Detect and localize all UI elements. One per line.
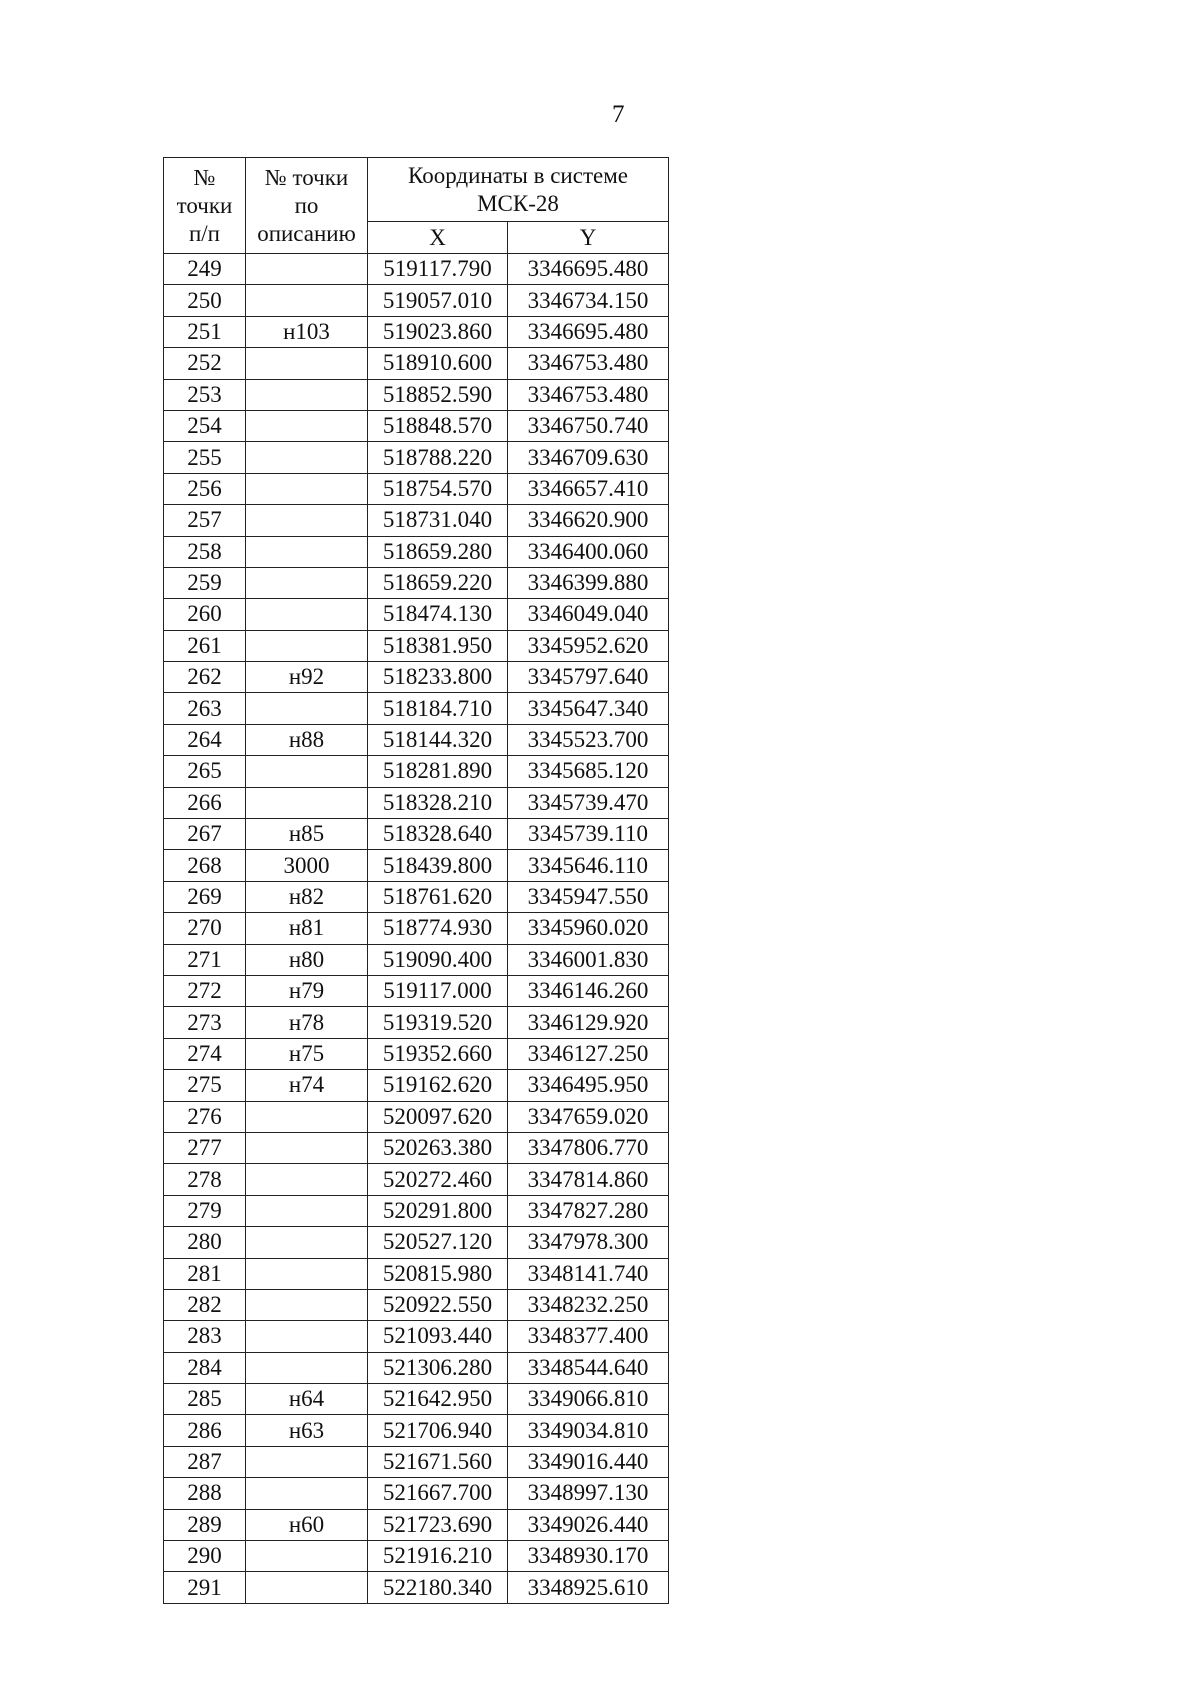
cell-description-number bbox=[246, 1132, 368, 1163]
header-coordinates-line-2: МСК-28 bbox=[477, 190, 559, 216]
cell-description-number bbox=[246, 1572, 368, 1603]
cell-x: 520263.380 bbox=[368, 1132, 508, 1163]
cell-y: 3346129.920 bbox=[508, 1007, 669, 1038]
cell-description-number bbox=[246, 1289, 368, 1320]
cell-description-number: н64 bbox=[246, 1384, 368, 1415]
cell-y: 3348544.640 bbox=[508, 1352, 669, 1383]
cell-point-number: 267 bbox=[164, 819, 246, 850]
table-row bbox=[164, 348, 669, 379]
cell-y: 3346753.480 bbox=[508, 379, 669, 410]
cell-point-number: 277 bbox=[164, 1132, 246, 1163]
cell-description-number bbox=[246, 536, 368, 567]
cell-point-number: 263 bbox=[164, 693, 246, 724]
table-row bbox=[164, 379, 669, 410]
cell-description-number bbox=[246, 599, 368, 630]
cell-y: 3348377.400 bbox=[508, 1321, 669, 1352]
table-row bbox=[164, 285, 669, 316]
cell-x: 520097.620 bbox=[368, 1101, 508, 1132]
cell-point-number: 252 bbox=[164, 348, 246, 379]
cell-description-number: н78 bbox=[246, 1007, 368, 1038]
cell-description-number bbox=[246, 1195, 368, 1226]
cell-point-number: 269 bbox=[164, 881, 246, 912]
table-row bbox=[164, 1258, 669, 1289]
table-row bbox=[164, 1446, 669, 1477]
cell-point-number: 270 bbox=[164, 913, 246, 944]
cell-x: 520291.800 bbox=[368, 1195, 508, 1226]
cell-y: 3345947.550 bbox=[508, 881, 669, 912]
cell-x: 519090.400 bbox=[368, 944, 508, 975]
cell-y: 3345646.110 bbox=[508, 850, 669, 881]
cell-x: 518788.220 bbox=[368, 442, 508, 473]
cell-point-number: 258 bbox=[164, 536, 246, 567]
cell-point-number: 284 bbox=[164, 1352, 246, 1383]
cell-description-number bbox=[246, 787, 368, 818]
cell-description-number bbox=[246, 1446, 368, 1477]
table-row bbox=[164, 567, 669, 598]
cell-x: 520527.120 bbox=[368, 1227, 508, 1258]
cell-y: 3347806.770 bbox=[508, 1132, 669, 1163]
cell-point-number: 274 bbox=[164, 1038, 246, 1069]
cell-y: 3346620.900 bbox=[508, 505, 669, 536]
table-row bbox=[164, 410, 669, 441]
cell-point-number: 291 bbox=[164, 1572, 246, 1603]
header-point-number-line-2: точки bbox=[176, 192, 233, 218]
cell-description-number: 3000 bbox=[246, 850, 368, 881]
cell-description-number bbox=[246, 1541, 368, 1572]
table-row bbox=[164, 473, 669, 504]
cell-point-number: 251 bbox=[164, 316, 246, 347]
cell-x: 521723.690 bbox=[368, 1509, 508, 1540]
table-row bbox=[164, 850, 669, 881]
cell-x: 518852.590 bbox=[368, 379, 508, 410]
cell-point-number: 281 bbox=[164, 1258, 246, 1289]
cell-point-number: 273 bbox=[164, 1007, 246, 1038]
table-row bbox=[164, 1070, 669, 1101]
cell-y: 3348232.250 bbox=[508, 1289, 669, 1320]
cell-y: 3346657.410 bbox=[508, 473, 669, 504]
table-row bbox=[164, 787, 669, 818]
header-coordinates-group bbox=[368, 158, 669, 222]
table-row bbox=[164, 442, 669, 473]
cell-x: 521093.440 bbox=[368, 1321, 508, 1352]
cell-point-number: 285 bbox=[164, 1384, 246, 1415]
cell-y: 3348925.610 bbox=[508, 1572, 669, 1603]
cell-point-number: 256 bbox=[164, 473, 246, 504]
cell-description-number: н75 bbox=[246, 1038, 368, 1069]
cell-point-number: 257 bbox=[164, 505, 246, 536]
cell-point-number: 266 bbox=[164, 787, 246, 818]
header-description-number-line-2: по bbox=[294, 192, 319, 218]
cell-x: 519162.620 bbox=[368, 1070, 508, 1101]
table-row bbox=[164, 1478, 669, 1509]
header-description-number-line-3: описанию bbox=[257, 220, 356, 246]
cell-y: 3346734.150 bbox=[508, 285, 669, 316]
cell-point-number: 265 bbox=[164, 756, 246, 787]
cell-x: 518281.890 bbox=[368, 756, 508, 787]
cell-point-number: 260 bbox=[164, 599, 246, 630]
cell-description-number bbox=[246, 473, 368, 504]
cell-description-number bbox=[246, 1478, 368, 1509]
cell-description-number: н103 bbox=[246, 316, 368, 347]
cell-x: 519352.660 bbox=[368, 1038, 508, 1069]
cell-point-number: 262 bbox=[164, 662, 246, 693]
cell-y: 3348141.740 bbox=[508, 1258, 669, 1289]
table-row bbox=[164, 1101, 669, 1132]
table-row bbox=[164, 505, 669, 536]
cell-point-number: 268 bbox=[164, 850, 246, 881]
cell-y: 3348997.130 bbox=[508, 1478, 669, 1509]
table-row bbox=[164, 819, 669, 850]
cell-y: 3346495.950 bbox=[508, 1070, 669, 1101]
table-row bbox=[164, 662, 669, 693]
cell-point-number: 283 bbox=[164, 1321, 246, 1352]
cell-description-number bbox=[246, 1321, 368, 1352]
cell-description-number: н79 bbox=[246, 975, 368, 1006]
cell-description-number bbox=[246, 379, 368, 410]
cell-description-number: н74 bbox=[246, 1070, 368, 1101]
cell-point-number: 289 bbox=[164, 1509, 246, 1540]
header-point-number bbox=[164, 158, 246, 254]
cell-point-number: 250 bbox=[164, 285, 246, 316]
cell-x: 518754.570 bbox=[368, 473, 508, 504]
header-y: Y bbox=[508, 222, 669, 254]
cell-point-number: 261 bbox=[164, 630, 246, 661]
cell-y: 3346399.880 bbox=[508, 567, 669, 598]
table-row bbox=[164, 975, 669, 1006]
table-row bbox=[164, 756, 669, 787]
cell-y: 3345685.120 bbox=[508, 756, 669, 787]
cell-x: 518659.220 bbox=[368, 567, 508, 598]
cell-point-number: 287 bbox=[164, 1446, 246, 1477]
table-row bbox=[164, 630, 669, 661]
cell-point-number: 264 bbox=[164, 724, 246, 755]
table-row bbox=[164, 1572, 669, 1603]
header-description-number-line-1: № точки bbox=[264, 164, 349, 190]
cell-description-number bbox=[246, 1258, 368, 1289]
table-row bbox=[164, 881, 669, 912]
table-row bbox=[164, 1007, 669, 1038]
table-row bbox=[164, 1352, 669, 1383]
cell-point-number: 276 bbox=[164, 1101, 246, 1132]
table-row bbox=[164, 1541, 669, 1572]
cell-description-number bbox=[246, 1352, 368, 1383]
cell-description-number bbox=[246, 285, 368, 316]
cell-point-number: 282 bbox=[164, 1289, 246, 1320]
table-row bbox=[164, 1384, 669, 1415]
cell-y: 3347978.300 bbox=[508, 1227, 669, 1258]
cell-description-number bbox=[246, 630, 368, 661]
cell-x: 518233.800 bbox=[368, 662, 508, 693]
cell-point-number: 278 bbox=[164, 1164, 246, 1195]
table-row bbox=[164, 1509, 669, 1540]
cell-x: 518381.950 bbox=[368, 630, 508, 661]
cell-x: 519117.790 bbox=[368, 254, 508, 285]
cell-description-number: н88 bbox=[246, 724, 368, 755]
cell-point-number: 271 bbox=[164, 944, 246, 975]
cell-description-number: н63 bbox=[246, 1415, 368, 1446]
cell-y: 3345739.470 bbox=[508, 787, 669, 818]
cell-point-number: 288 bbox=[164, 1478, 246, 1509]
table-row bbox=[164, 1195, 669, 1226]
cell-description-number: н80 bbox=[246, 944, 368, 975]
cell-point-number: 279 bbox=[164, 1195, 246, 1226]
cell-description-number bbox=[246, 1164, 368, 1195]
cell-x: 518731.040 bbox=[368, 505, 508, 536]
cell-description-number bbox=[246, 505, 368, 536]
table-row bbox=[164, 1038, 669, 1069]
cell-x: 518761.620 bbox=[368, 881, 508, 912]
cell-y: 3346049.040 bbox=[508, 599, 669, 630]
cell-y: 3349034.810 bbox=[508, 1415, 669, 1446]
cell-y: 3347827.280 bbox=[508, 1195, 669, 1226]
header-point-number-line-3: п/п bbox=[188, 220, 220, 246]
table-row bbox=[164, 316, 669, 347]
cell-y: 3347659.020 bbox=[508, 1101, 669, 1132]
cell-description-number bbox=[246, 442, 368, 473]
header-description-number bbox=[246, 158, 368, 254]
cell-x: 518184.710 bbox=[368, 693, 508, 724]
cell-x: 520922.550 bbox=[368, 1289, 508, 1320]
cell-description-number: н85 bbox=[246, 819, 368, 850]
cell-y: 3347814.860 bbox=[508, 1164, 669, 1195]
cell-point-number: 290 bbox=[164, 1541, 246, 1572]
cell-x: 521306.280 bbox=[368, 1352, 508, 1383]
cell-y: 3346750.740 bbox=[508, 410, 669, 441]
table-body bbox=[164, 254, 669, 1604]
cell-x: 520272.460 bbox=[368, 1164, 508, 1195]
table-row bbox=[164, 254, 669, 285]
cell-y: 3346695.480 bbox=[508, 254, 669, 285]
table-row bbox=[164, 599, 669, 630]
cell-x: 519117.000 bbox=[368, 975, 508, 1006]
cell-x: 518659.280 bbox=[368, 536, 508, 567]
cell-description-number bbox=[246, 348, 368, 379]
cell-y: 3346753.480 bbox=[508, 348, 669, 379]
cell-description-number bbox=[246, 567, 368, 598]
cell-description-number bbox=[246, 1101, 368, 1132]
cell-x: 518474.130 bbox=[368, 599, 508, 630]
cell-description-number bbox=[246, 693, 368, 724]
cell-x: 519023.860 bbox=[368, 316, 508, 347]
cell-y: 3346146.260 bbox=[508, 975, 669, 1006]
cell-y: 3349026.440 bbox=[508, 1509, 669, 1540]
cell-description-number: н60 bbox=[246, 1509, 368, 1540]
cell-x: 518848.570 bbox=[368, 410, 508, 441]
cell-point-number: 286 bbox=[164, 1415, 246, 1446]
table-row bbox=[164, 1321, 669, 1352]
cell-description-number bbox=[246, 756, 368, 787]
cell-description-number bbox=[246, 410, 368, 441]
cell-y: 3345952.620 bbox=[508, 630, 669, 661]
cell-x: 521667.700 bbox=[368, 1478, 508, 1509]
cell-y: 3345797.640 bbox=[508, 662, 669, 693]
header-coordinates-line-1: Координаты в системе bbox=[408, 162, 628, 188]
cell-point-number: 275 bbox=[164, 1070, 246, 1101]
table-row bbox=[164, 1164, 669, 1195]
table-row bbox=[164, 944, 669, 975]
cell-x: 518910.600 bbox=[368, 348, 508, 379]
cell-x: 520815.980 bbox=[368, 1258, 508, 1289]
cell-y: 3345739.110 bbox=[508, 819, 669, 850]
page-number: 7 bbox=[612, 101, 625, 128]
cell-y: 3346001.830 bbox=[508, 944, 669, 975]
table-row bbox=[164, 1132, 669, 1163]
cell-point-number: 254 bbox=[164, 410, 246, 441]
cell-description-number: н92 bbox=[246, 662, 368, 693]
cell-y: 3346709.630 bbox=[508, 442, 669, 473]
table-header bbox=[164, 158, 669, 254]
cell-y: 3348930.170 bbox=[508, 1541, 669, 1572]
table-row bbox=[164, 913, 669, 944]
cell-point-number: 255 bbox=[164, 442, 246, 473]
table-row bbox=[164, 724, 669, 755]
header-point-number-line-1: № bbox=[193, 164, 216, 190]
cell-description-number: н81 bbox=[246, 913, 368, 944]
cell-point-number: 272 bbox=[164, 975, 246, 1006]
cell-y: 3346695.480 bbox=[508, 316, 669, 347]
cell-y: 3349066.810 bbox=[508, 1384, 669, 1415]
table-row bbox=[164, 693, 669, 724]
coordinates-table bbox=[163, 157, 669, 1604]
cell-x: 518328.210 bbox=[368, 787, 508, 818]
cell-x: 521671.560 bbox=[368, 1446, 508, 1477]
cell-x: 521916.210 bbox=[368, 1541, 508, 1572]
cell-point-number: 280 bbox=[164, 1227, 246, 1258]
table-row bbox=[164, 536, 669, 567]
cell-y: 3345647.340 bbox=[508, 693, 669, 724]
cell-x: 518328.640 bbox=[368, 819, 508, 850]
cell-description-number bbox=[246, 254, 368, 285]
cell-y: 3346400.060 bbox=[508, 536, 669, 567]
table-row bbox=[164, 1289, 669, 1320]
table-row bbox=[164, 1415, 669, 1446]
cell-point-number: 253 bbox=[164, 379, 246, 410]
cell-point-number: 259 bbox=[164, 567, 246, 598]
cell-x: 522180.340 bbox=[368, 1572, 508, 1603]
cell-x: 518439.800 bbox=[368, 850, 508, 881]
cell-y: 3345523.700 bbox=[508, 724, 669, 755]
cell-description-number: н82 bbox=[246, 881, 368, 912]
cell-x: 521642.950 bbox=[368, 1384, 508, 1415]
table-row bbox=[164, 1227, 669, 1258]
cell-x: 518774.930 bbox=[368, 913, 508, 944]
cell-y: 3345960.020 bbox=[508, 913, 669, 944]
cell-description-number bbox=[246, 1227, 368, 1258]
cell-x: 521706.940 bbox=[368, 1415, 508, 1446]
header-x: X bbox=[368, 222, 508, 254]
cell-x: 518144.320 bbox=[368, 724, 508, 755]
cell-x: 519057.010 bbox=[368, 285, 508, 316]
cell-x: 519319.520 bbox=[368, 1007, 508, 1038]
cell-y: 3346127.250 bbox=[508, 1038, 669, 1069]
cell-y: 3349016.440 bbox=[508, 1446, 669, 1477]
cell-point-number: 249 bbox=[164, 254, 246, 285]
